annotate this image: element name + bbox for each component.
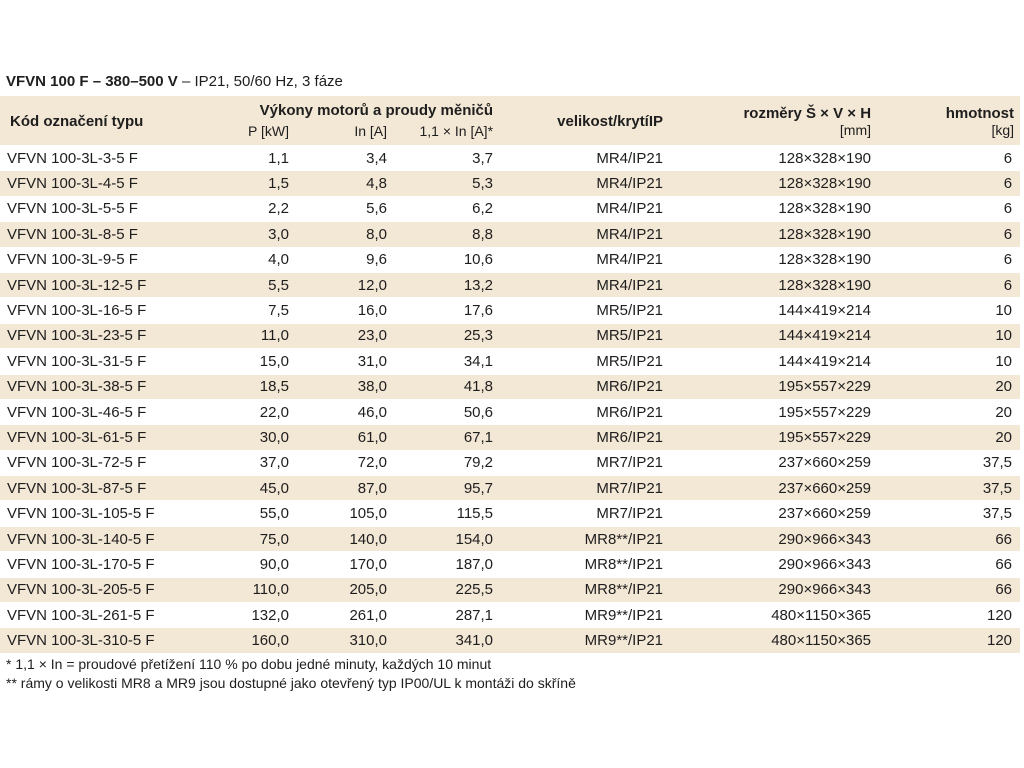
cell-type-code: VFVN 100-3L-61-5 F [0,425,230,450]
cell-weight: 20 [877,374,1020,399]
cell-current-in: 87,0 [295,476,393,501]
cell-power-kw: 1,1 [230,146,295,171]
cell-dimensions: 128×328×190 [669,171,877,196]
cell-type-code: VFVN 100-3L-261-5 F [0,603,230,628]
cell-weight: 66 [877,526,1020,551]
cell-power-kw: 90,0 [230,552,295,577]
cell-overload-current: 225,5 [393,577,499,602]
table-row [0,222,1020,247]
cell-current-in: 16,0 [295,298,393,323]
cell-power-kw: 18,5 [230,374,295,399]
cell-power-kw: 160,0 [230,628,295,653]
cell-weight: 10 [877,323,1020,348]
cell-current-in: 61,0 [295,425,393,450]
cell-power-kw: 1,5 [230,171,295,196]
cell-power-kw: 30,0 [230,425,295,450]
cell-frame-size: MR8**/IP21 [499,577,669,602]
cell-dimensions: 237×660×259 [669,501,877,526]
cell-type-code: VFVN 100-3L-8-5 F [0,222,230,247]
footnote-overload: * 1,1 × In = proudové přetížení 110 % po dobu jedné minuty, každých 10 minut [6,656,492,672]
cell-dimensions: 290×966×343 [669,552,877,577]
cell-current-in: 23,0 [295,323,393,348]
table-row [0,247,1020,272]
cell-type-code: VFVN 100-3L-31-5 F [0,349,230,374]
header-overload: 1,1 × In [A]* [419,123,494,139]
cell-type-code: VFVN 100-3L-3-5 F [0,146,230,171]
cell-overload-current: 187,0 [393,552,499,577]
cell-power-kw: 110,0 [230,577,295,602]
cell-current-in: 3,4 [295,146,393,171]
table-header [0,96,1020,146]
table-row [0,349,1020,374]
cell-current-in: 261,0 [295,603,393,628]
cell-current-in: 31,0 [295,349,393,374]
cell-current-in: 170,0 [295,552,393,577]
cell-dimensions: 237×660×259 [669,476,877,501]
cell-dimensions: 290×966×343 [669,526,877,551]
cell-overload-current: 341,0 [393,628,499,653]
table-body [0,146,1020,654]
cell-type-code: VFVN 100-3L-38-5 F [0,374,230,399]
cell-current-in: 4,8 [295,171,393,196]
cell-dimensions: 144×419×214 [669,323,877,348]
cell-current-in: 205,0 [295,577,393,602]
cell-current-in: 12,0 [295,272,393,297]
cell-type-code: VFVN 100-3L-5-5 F [0,196,230,221]
cell-dimensions: 128×328×190 [669,222,877,247]
cell-type-code: VFVN 100-3L-46-5 F [0,399,230,424]
cell-type-code: VFVN 100-3L-23-5 F [0,323,230,348]
cell-overload-current: 34,1 [393,349,499,374]
cell-power-kw: 7,5 [230,298,295,323]
cell-power-kw: 15,0 [230,349,295,374]
cell-frame-size: MR8**/IP21 [499,526,669,551]
table-row [0,628,1020,653]
header-weight [877,96,1020,146]
cell-overload-current: 115,5 [393,501,499,526]
cell-frame-size: MR4/IP21 [499,222,669,247]
cell-dimensions: 144×419×214 [669,349,877,374]
cell-frame-size: MR5/IP21 [499,349,669,374]
cell-power-kw: 4,0 [230,247,295,272]
cell-power-kw: 37,0 [230,450,295,475]
cell-current-in: 38,0 [295,374,393,399]
cell-dimensions: 128×328×190 [669,247,877,272]
header-weight-unit: [kg] [991,122,1015,138]
table-row [0,425,1020,450]
header-weight-label: hmotnost [945,105,1015,122]
table-row [0,603,1020,628]
header-code: Kód označení typu [10,113,144,130]
cell-weight: 6 [877,196,1020,221]
table-row [0,272,1020,297]
header-row [0,96,1020,123]
cell-overload-current: 3,7 [393,146,499,171]
cell-overload-current: 17,6 [393,298,499,323]
table-row [0,196,1020,221]
cell-type-code: VFVN 100-3L-140-5 F [0,526,230,551]
cell-dimensions: 480×1150×365 [669,603,877,628]
header-size: velikost/krytíIP [557,113,664,130]
table-row [0,171,1020,196]
cell-power-kw: 2,2 [230,196,295,221]
cell-dimensions: 128×328×190 [669,196,877,221]
table-row [0,298,1020,323]
header-dims-label: rozměry Š × V × H [743,105,872,122]
cell-current-in: 72,0 [295,450,393,475]
cell-frame-size: MR4/IP21 [499,146,669,171]
cell-power-kw: 11,0 [230,323,295,348]
cell-weight: 20 [877,425,1020,450]
header-dims-unit: [mm] [839,122,872,138]
cell-type-code: VFVN 100-3L-72-5 F [0,450,230,475]
cell-frame-size: MR6/IP21 [499,399,669,424]
table-row [0,476,1020,501]
cell-power-kw: 3,0 [230,222,295,247]
cell-frame-size: MR7/IP21 [499,476,669,501]
cell-type-code: VFVN 100-3L-310-5 F [0,628,230,653]
cell-weight: 120 [877,628,1020,653]
cell-current-in: 8,0 [295,222,393,247]
header-in-a: In [A] [354,123,387,139]
table-row [0,552,1020,577]
cell-type-code: VFVN 100-3L-105-5 F [0,501,230,526]
table-row [0,374,1020,399]
cell-type-code: VFVN 100-3L-205-5 F [0,577,230,602]
footnotes [6,655,576,693]
cell-overload-current: 287,1 [393,603,499,628]
cell-overload-current: 13,2 [393,272,499,297]
cell-weight: 20 [877,399,1020,424]
cell-dimensions: 195×557×229 [669,425,877,450]
cell-dimensions: 195×557×229 [669,399,877,424]
table-row [0,146,1020,171]
footnote-frames: ** rámy o velikosti MR8 a MR9 jsou dostupné jako otevřený typ IP00/UL k montáži do skříně [6,675,576,691]
cell-frame-size: MR8**/IP21 [499,552,669,577]
cell-overload-current: 25,3 [393,323,499,348]
cell-frame-size: MR4/IP21 [499,247,669,272]
cell-power-kw: 132,0 [230,603,295,628]
cell-weight: 66 [877,552,1020,577]
cell-frame-size: MR9**/IP21 [499,603,669,628]
cell-dimensions: 128×328×190 [669,146,877,171]
cell-frame-size: MR7/IP21 [499,450,669,475]
cell-frame-size: MR4/IP21 [499,171,669,196]
cell-overload-current: 5,3 [393,171,499,196]
table-title-bold: VFVN 100 F – 380–500 V [6,73,178,90]
cell-weight: 6 [877,146,1020,171]
cell-weight: 6 [877,247,1020,272]
header-dims [669,96,877,146]
table-row [0,323,1020,348]
cell-frame-size: MR6/IP21 [499,374,669,399]
cell-weight: 120 [877,603,1020,628]
cell-frame-size: MR9**/IP21 [499,628,669,653]
cell-overload-current: 50,6 [393,399,499,424]
table-row [0,526,1020,551]
header-p-kw: P [kW] [248,123,289,139]
cell-current-in: 105,0 [295,501,393,526]
cell-frame-size: MR7/IP21 [499,501,669,526]
cell-overload-current: 8,8 [393,222,499,247]
cell-dimensions: 144×419×214 [669,298,877,323]
cell-frame-size: MR5/IP21 [499,323,669,348]
cell-frame-size: MR5/IP21 [499,298,669,323]
cell-weight: 37,5 [877,450,1020,475]
cell-overload-current: 10,6 [393,247,499,272]
spec-table [0,96,1020,653]
cell-overload-current: 67,1 [393,425,499,450]
cell-dimensions: 480×1150×365 [669,628,877,653]
cell-frame-size: MR4/IP21 [499,196,669,221]
cell-power-kw: 55,0 [230,501,295,526]
cell-current-in: 310,0 [295,628,393,653]
table-row [0,450,1020,475]
cell-overload-current: 95,7 [393,476,499,501]
cell-type-code: VFVN 100-3L-9-5 F [0,247,230,272]
table-title [6,73,343,90]
cell-weight: 37,5 [877,501,1020,526]
cell-overload-current: 41,8 [393,374,499,399]
cell-frame-size: MR4/IP21 [499,272,669,297]
cell-power-kw: 75,0 [230,526,295,551]
cell-weight: 6 [877,222,1020,247]
cell-weight: 10 [877,349,1020,374]
cell-type-code: VFVN 100-3L-170-5 F [0,552,230,577]
cell-overload-current: 79,2 [393,450,499,475]
cell-current-in: 9,6 [295,247,393,272]
table-row [0,501,1020,526]
header-power-group: Výkony motorů a proudy měničů [259,102,494,119]
table-row [0,577,1020,602]
cell-current-in: 5,6 [295,196,393,221]
cell-overload-current: 6,2 [393,196,499,221]
cell-weight: 6 [877,171,1020,196]
cell-overload-current: 154,0 [393,526,499,551]
cell-power-kw: 45,0 [230,476,295,501]
cell-weight: 37,5 [877,476,1020,501]
cell-weight: 6 [877,272,1020,297]
cell-current-in: 46,0 [295,399,393,424]
cell-dimensions: 237×660×259 [669,450,877,475]
cell-dimensions: 128×328×190 [669,272,877,297]
cell-type-code: VFVN 100-3L-4-5 F [0,171,230,196]
cell-type-code: VFVN 100-3L-87-5 F [0,476,230,501]
cell-weight: 10 [877,298,1020,323]
cell-type-code: VFVN 100-3L-16-5 F [0,298,230,323]
table-row [0,399,1020,424]
cell-dimensions: 290×966×343 [669,577,877,602]
cell-current-in: 140,0 [295,526,393,551]
cell-type-code: VFVN 100-3L-12-5 F [0,272,230,297]
cell-frame-size: MR6/IP21 [499,425,669,450]
cell-power-kw: 22,0 [230,399,295,424]
cell-dimensions: 195×557×229 [669,374,877,399]
table-title-rest: – IP21, 50/60 Hz, 3 fáze [177,73,343,90]
cell-weight: 66 [877,577,1020,602]
cell-power-kw: 5,5 [230,272,295,297]
